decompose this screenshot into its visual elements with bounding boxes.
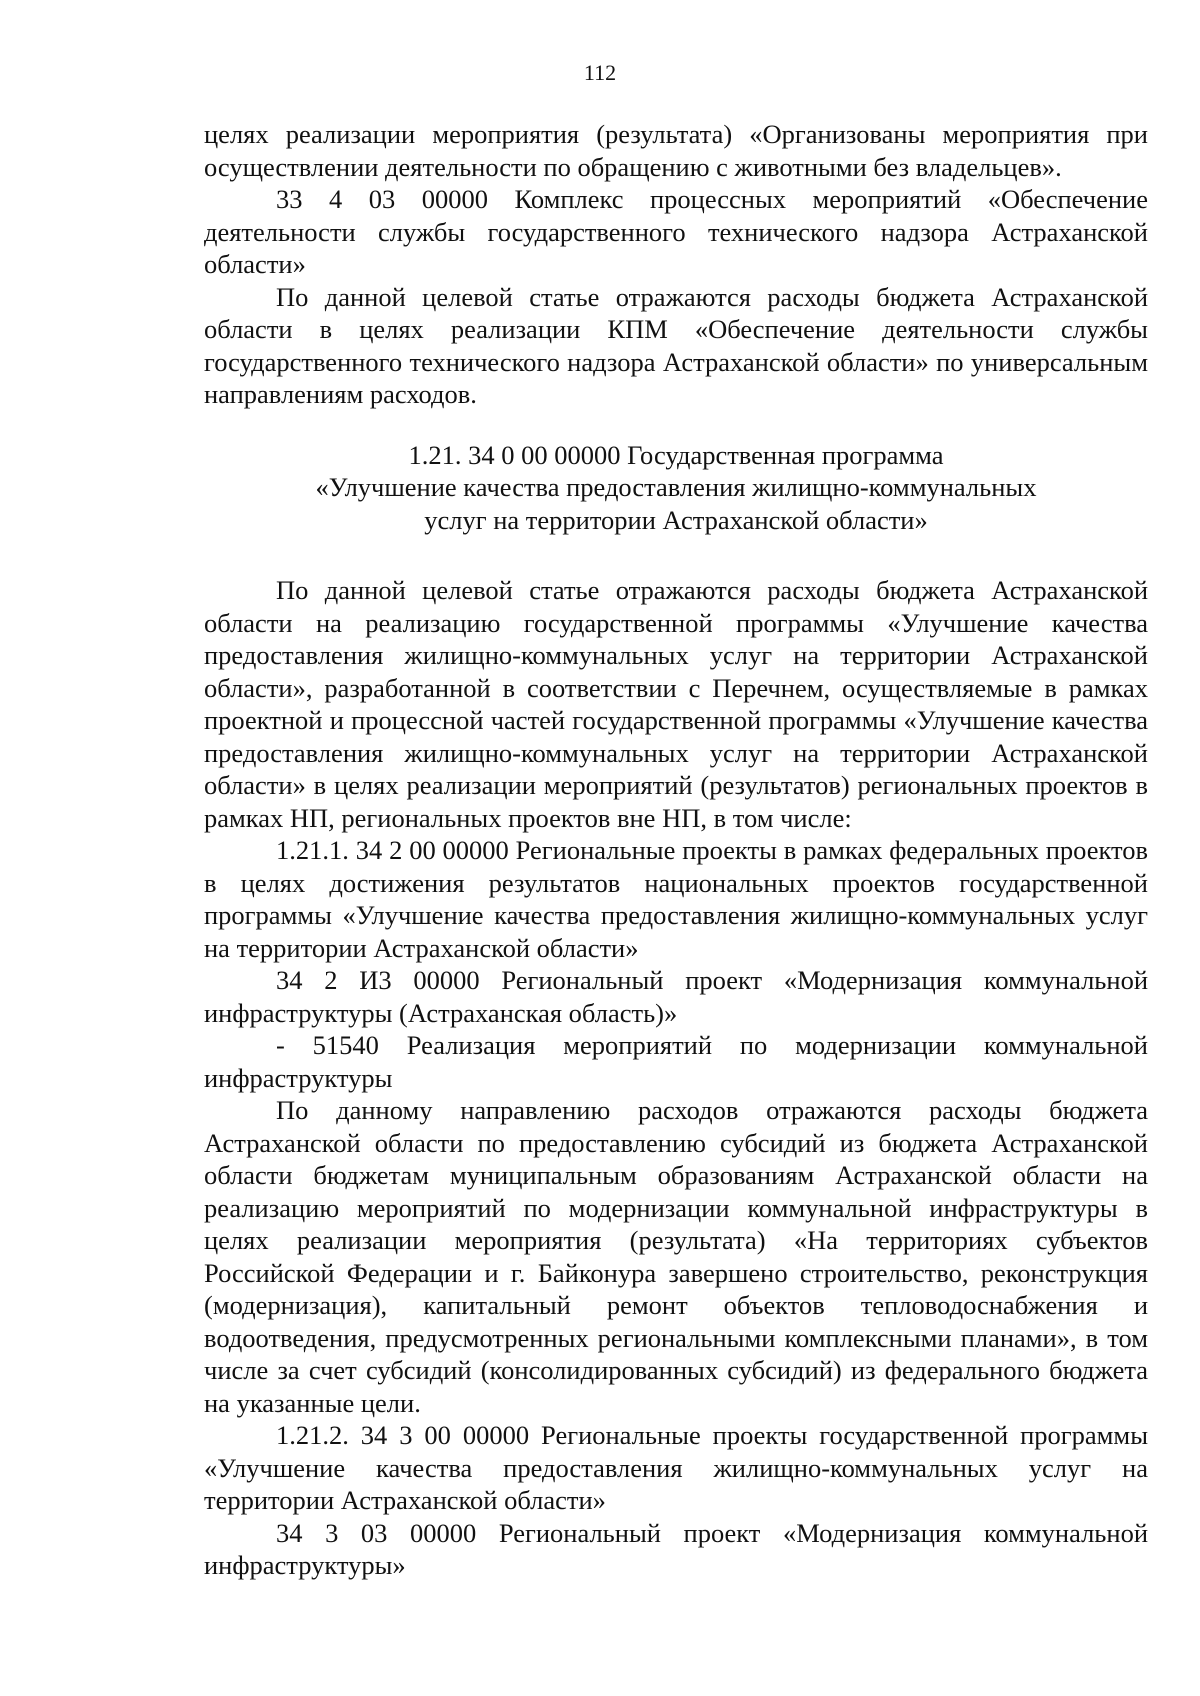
section-heading-line-1: 1.21. 34 0 00 00000 Государственная программа: [408, 439, 944, 470]
page-number: 112: [583, 60, 617, 85]
paragraph-project-03: 34 3 03 00000 Региональный проект «Модернизация коммунальной инфраструктуры»: [204, 1517, 1148, 1580]
paragraph-project-i3: 34 2 И3 00000 Региональный проект «Модернизация коммунальной инфраструктуры (Астраханская область)»: [204, 965, 1148, 1028]
paragraph-continuation: целях реализации мероприятия (результата) «Организованы мероприятия при осуществлении деятельности по обращению с животными без владельцев».: [204, 119, 1148, 182]
paragraph-subsection-1-21-1: 1.21.1. 34 2 00 00000 Региональные проекты в рамках федеральных проектов в целях достижения результатов национальных проектов государственной программы «Улучшение качества предоставления жилищно-коммунальных услуг на территории Астраханской области»: [204, 835, 1148, 963]
section-heading-line-3: услуг на территории Астраханской области»: [424, 504, 928, 535]
paragraph-kpm-description: По данной целевой статье отражаются расходы бюджета Астраханской области в целях реализации КПМ «Обеспечение деятельности службы государственного технического надзора Астраханской области» по универсальным направлениям расходов.: [204, 281, 1148, 409]
document-body: [204, 118, 1148, 1582]
paragraph-expense-51540: - 51540 Реализация мероприятий по модернизации коммунальной инфраструктуры: [204, 1030, 1148, 1093]
section-heading: [204, 439, 1148, 537]
paragraph-expense-description: По данному направлению расходов отражаются расходы бюджета Астраханской области по предоставлению субсидий из бюджета Астраханской области бюджетам муниципальным образованиям Астраханской области на реализацию мероприятий по модернизации коммунальной инфраструктуры в целях реализации мероприятия (результата) «На территориях субъектов Российской Федерации и г. Байконура завершено строительство, реконструкция (модернизация), капитальный ремонт объектов тепловодоснабжения и водоотведения, предусмотренных региональными комплексными планами», в том числе за счет субсидий (консолидированных субсидий) из федерального бюджета на указанные цели.: [204, 1095, 1148, 1418]
paragraph-subsection-1-21-2: 1.21.2. 34 3 00 00000 Региональные проекты государственной программы «Улучшение качества предоставления жилищно-коммунальных услуг на территории Астраханской области»: [204, 1420, 1148, 1515]
section-heading-line-2: «Улучшение качества предоставления жилищно-коммунальных: [315, 472, 1037, 502]
paragraph-kpm-title: 33 4 03 00000 Комплекс процессных мероприятий «Обеспечение деятельности службы государственного технического надзора Астраханской области»: [204, 184, 1148, 279]
paragraph-program-description: По данной целевой статье отражаются расходы бюджета Астраханской области на реализацию государственной программы «Улучшение качества предоставления жилищно-коммунальных услуг на территории Астраханской области», разработанной в соответствии с Перечнем, осуществляемые в рамках проектной и процессной частей государственной программы «Улучшение качества предоставления жилищно-коммунальных услуг на территории Астраханской области» в целях реализации мероприятий (результатов) региональных проектов в рамках НП, региональных проектов вне НП, в том числе:: [204, 575, 1148, 833]
